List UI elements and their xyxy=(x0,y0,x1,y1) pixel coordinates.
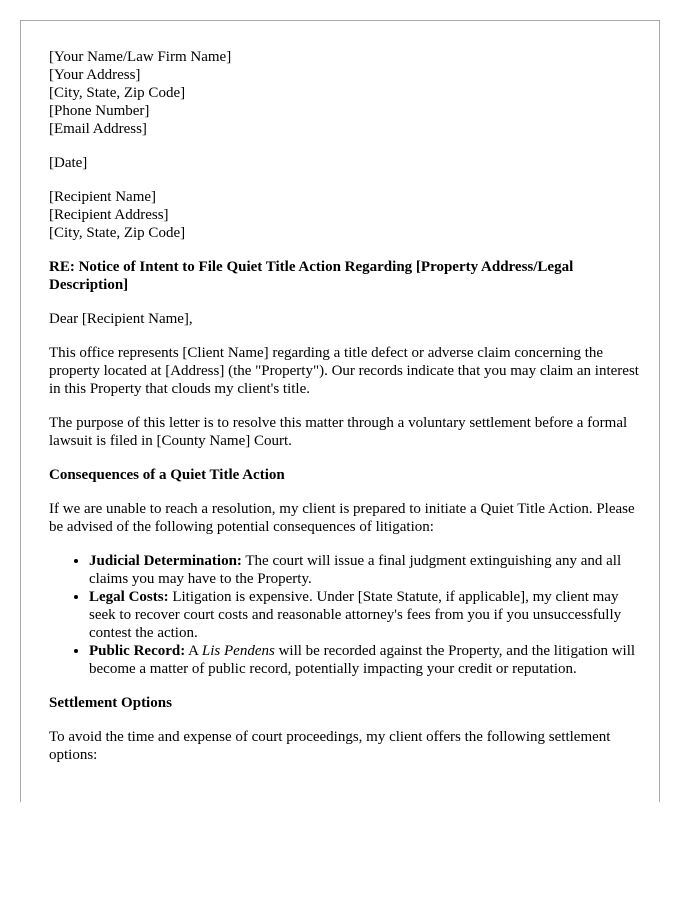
list-item xyxy=(89,552,639,588)
date-line: [Date] xyxy=(49,155,88,171)
recipient-address: [Recipient Address] xyxy=(49,207,169,223)
consequences-list xyxy=(49,552,639,678)
recipient-city: [City, State, Zip Code] xyxy=(49,225,186,241)
list-item-text: will be recorded against the Property, and the litigation will become a matter of public record, potentially impacting your credit or reputation. xyxy=(89,643,636,677)
letter-body xyxy=(49,48,639,780)
list-item xyxy=(89,642,639,678)
settlement-heading: Settlement Options xyxy=(49,695,172,711)
settlement-intro: To avoid the time and expense of court proceedings, my client offers the following settlement options: xyxy=(49,729,611,763)
recipient-block xyxy=(49,188,639,242)
sender-block xyxy=(49,48,639,138)
consequences-heading: Consequences of a Quiet Title Action xyxy=(49,467,285,483)
sender-phone: [Phone Number] xyxy=(49,103,150,119)
list-item-term: Legal Costs: xyxy=(89,589,169,605)
list-item-italic: Lis Pendens xyxy=(201,643,275,659)
salutation: Dear [Recipient Name], xyxy=(49,311,193,327)
sender-city: [City, State, Zip Code] xyxy=(49,85,186,101)
purpose-paragraph: The purpose of this letter is to resolve this matter through a voluntary settlement before a formal lawsuit is filed in [County Name] Court. xyxy=(49,415,628,449)
sender-address: [Your Address] xyxy=(49,67,141,83)
list-item-term: Public Record: xyxy=(89,643,186,659)
list-item-text: The court will issue a final judgment extinguishing any and all claims you may have to the Property. xyxy=(89,553,622,587)
recipient-name: [Recipient Name] xyxy=(49,189,157,205)
list-item xyxy=(89,588,639,642)
sender-name: [Your Name/Law Firm Name] xyxy=(49,49,232,65)
list-item-text: Litigation is expensive. Under [State Statute, if applicable], my client may seek to recover court costs and reasonable attorney's fees from you if you unsuccessfully contest the action. xyxy=(89,589,622,641)
subject-line: RE: Notice of Intent to File Quiet Title Action Regarding [Property Address/Legal Description] xyxy=(49,259,574,293)
letter-page xyxy=(20,20,660,802)
list-item-term: Judicial Determination: xyxy=(89,553,242,569)
list-item-pre: A xyxy=(185,643,202,659)
intro-paragraph: This office represents [Client Name] regarding a title defect or adverse claim concerning the property located at [Address] (the "Property"). Our records indicate that you may claim an interest in this Property that clouds my client's title. xyxy=(49,345,639,397)
consequences-intro: If we are unable to reach a resolution, my client is prepared to initiate a Quiet Title Action. Please be advised of the following potential consequences of litigation: xyxy=(49,501,635,535)
sender-email: [Email Address] xyxy=(49,121,147,137)
